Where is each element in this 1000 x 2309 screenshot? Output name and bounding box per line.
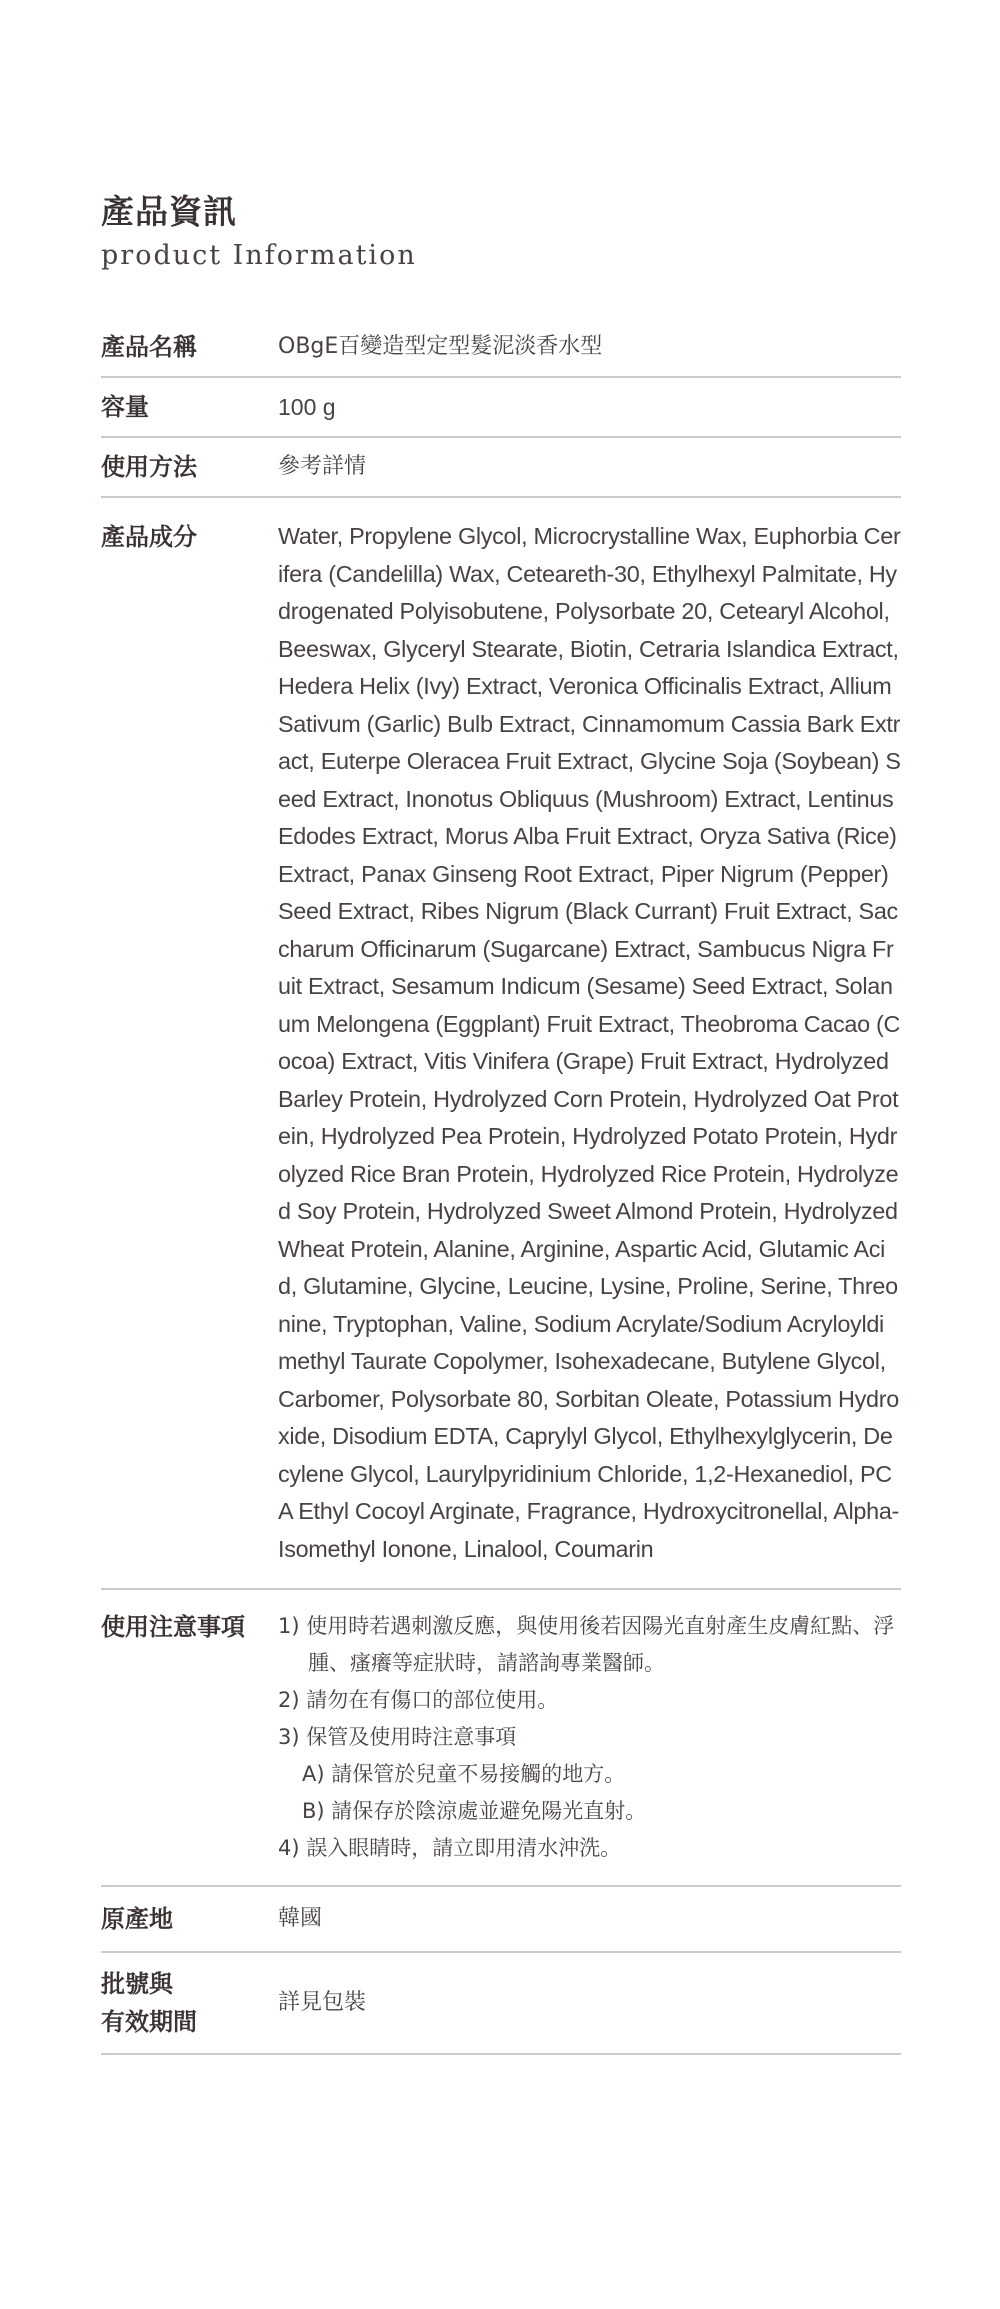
value-batch-expiry: 詳見包裝 <box>278 1990 367 2015</box>
caution-item-2: 2) 請勿在有傷口的部位使用。 <box>278 1688 559 1712</box>
value-origin: 韓國 <box>278 1906 323 1931</box>
row-ingredients <box>101 498 901 1590</box>
section-title-zh: 產品資訊 <box>101 192 237 231</box>
value-cautions <box>278 1608 901 1867</box>
row-usage <box>101 438 901 498</box>
caution-item-3: 3) 保管及使用時注意事項 <box>278 1725 517 1749</box>
section-header <box>101 190 417 274</box>
caution-item-3b: B) 請保存於陰涼處並避免陽光直射。 <box>302 1799 647 1823</box>
label-batch-line1: 批號與 <box>101 1970 173 1998</box>
label-capacity: 容量 <box>101 393 149 421</box>
value-ingredients: Water, Propylene Glycol, Microcrystalline Wax, Euphorbia Cerifera (Candelilla) Wax, Ceteareth-30, Ethylhexyl Palmitate, Hydrogenated Polyisobutene, Polysorbate 20, Cetearyl Alcohol, Beeswax, Glyceryl Stearate, Biotin, Cetraria Islandica Extract, Hedera Helix (Ivy) Extract, Veronica Officinalis Extract, Allium Sativum (Garlic) Bulb Extract, Cinnamomum Cassia Bark Extract, Euterpe Oleracea Fruit Extract, Glycine Soja (Soybean) Seed Extract, Inonotus Obliquus (Mushroom) Extract, Lentinus Edodes Extract, Morus Alba Fruit Extract, Oryza Sativa (Rice) Extract, Panax Ginseng Root Extract, Piper Nigrum (Pepper) Seed Extract, Ribes Nigrum (Black Currant) Fruit Extract, Saccharum Officinarum (Sugarcane) Extract, Sambucus Nigra Fruit Extract, Sesamum Indicum (Sesame) Seed Extract, Solanum Melongena (Eggplant) Fruit Extract, Theobroma Cacao (Cocoa) Extract, Vitis Vinifera (Grape) Fruit Extract, Hydrolyzed Barley Protein, Hydrolyzed Corn Protein, Hydrolyzed Oat Protein, Hydrolyzed Pea Protein, Hydrolyzed Potato Protein, Hydrolyzed Rice Bran Protein, Hydrolyzed Rice Protein, Hydrolyzed Soy Protein, Hydrolyzed Sweet Almond Protein, Hydrolyzed Wheat Protein, Alanine, Arginine, Aspartic Acid, Glutamic Acid, Glutamine, Glycine, Leucine, Lysine, Proline, Serine, Threonine, Tryptophan, Valine, Sodium Acrylate/Sodium Acryloyldimethyl Taurate Copolymer, Isohexadecane, Butylene Glycol, Carbomer, Polysorbate 80, Sorbitan Oleate, Potassium Hydroxide, Disodium EDTA, Caprylyl Glycol, Ethylhexylglycerin, Decylene Glycol, Laurylpyridinium Chloride, 1,2-Hexanediol, PCA Ethyl Cocoyl Arginate, Fragrance, Hydroxycitronellal, Alpha-Isomethyl Ionone, Linalool, Coumarin <box>278 523 901 1562</box>
caution-list <box>278 1608 901 1867</box>
label-cautions: 使用注意事項 <box>101 1613 245 1641</box>
row-batch-expiry <box>101 1953 901 2055</box>
label-ingredients: 產品成分 <box>101 523 197 551</box>
product-info-table <box>101 318 901 2055</box>
value-capacity: 100 g <box>278 394 336 420</box>
value-product-name: OBgE百變造型定型髮泥淡香水型 <box>278 334 603 359</box>
row-product-name <box>101 318 901 378</box>
label-origin: 原產地 <box>101 1905 173 1933</box>
label-batch-expiry <box>101 1965 278 2041</box>
row-cautions <box>101 1590 901 1887</box>
row-capacity <box>101 378 901 438</box>
caution-item-4: 4) 誤入眼睛時，請立即用清水沖洗。 <box>278 1836 622 1860</box>
section-title-en: product Information <box>101 240 417 271</box>
label-product-name: 產品名稱 <box>101 333 197 361</box>
caution-item-1: 1) 使用時若遇刺激反應，與使用後若因陽光直射產生皮膚紅點、浮腫、瘙癢等症狀時，請諮詢專業醫師。 <box>278 1614 895 1675</box>
caution-item-3a: A) 請保管於兒童不易接觸的地方。 <box>302 1762 626 1786</box>
value-usage: 參考詳情 <box>278 454 367 479</box>
label-batch-line2: 有效期間 <box>101 2008 197 2036</box>
label-usage: 使用方法 <box>101 453 197 481</box>
row-origin <box>101 1887 901 1953</box>
